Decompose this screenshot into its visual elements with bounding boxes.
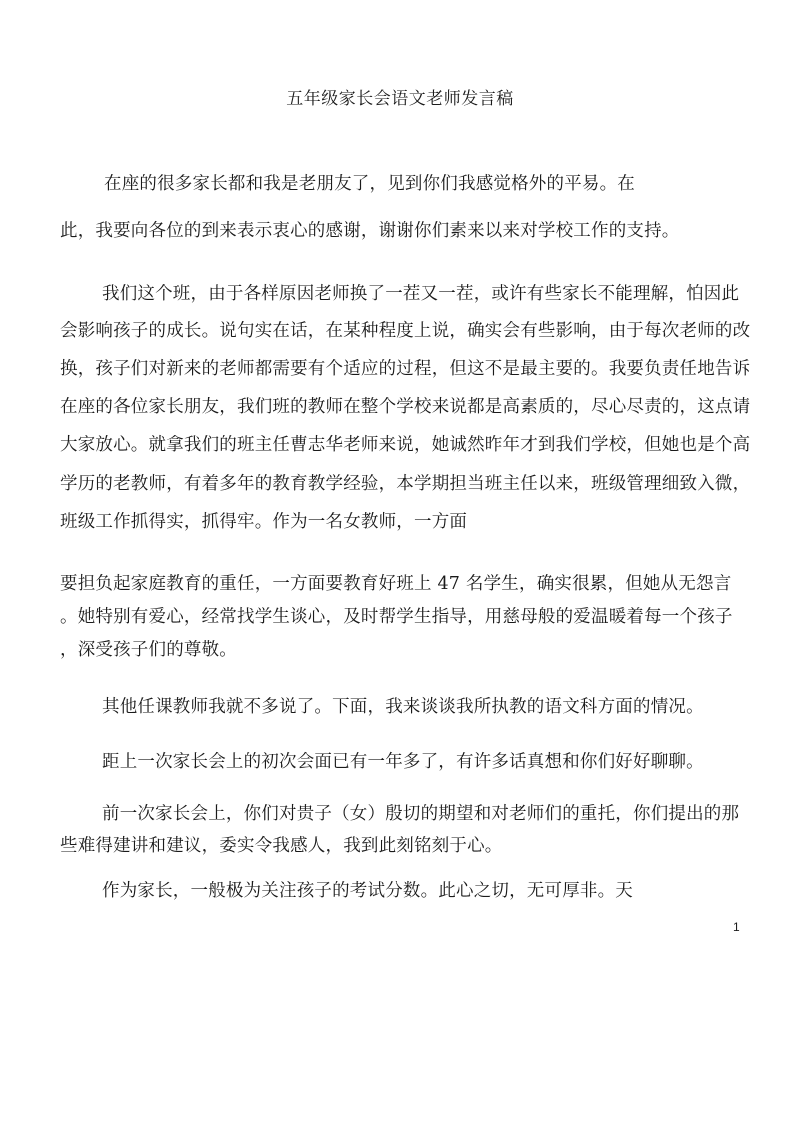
paragraph-line: 。她特别有爱心，经常找学生谈心，及时帮学生指导，用慈母般的爱温暖着每一个孩子 — [60, 607, 733, 627]
paragraph-line: 此，我要向各位的到来表示衷心的感谢，谢谢你们素来以来对学校工作的支持。 — [60, 221, 680, 241]
paragraph-line: 班级工作抓得实，抓得牢。作为一名女教师，一方面 — [60, 512, 468, 532]
paragraph-line: 在座的各位家长朋友，我们班的教师在整个学校来说都是高素质的，尽心尽责的，这点请 — [60, 397, 751, 417]
paragraph-line: 距上一次家长会上的初次会面已有一年多了，有许多话真想和你们好好聊聊。 — [102, 752, 704, 772]
paragraph-line: 作为家长，一般极为关注孩子的考试分数。此心之切，无可厚非。天 — [102, 881, 633, 901]
paragraph-line: 其他任课教师我就不多说了。下面，我来谈谈我所执教的语文科方面的情况。 — [102, 697, 704, 717]
paragraph-line: 些难得建讲和建议，委实令我感人，我到此刻铭刻于心。 — [60, 836, 503, 856]
document-title: 五年级家长会语文老师发言稿 — [286, 89, 514, 109]
paragraph-line: 会影响孩子的成长。说句实在话，在某种程度上说，确实会有些影响，由于每次老师的改 — [60, 321, 751, 341]
page-number: 1 — [733, 920, 740, 934]
paragraph-line: ，深受孩子们的尊敬。 — [60, 640, 237, 660]
paragraph-line: 我们这个班，由于各样原因老师换了一茬又一茬，或许有些家长不能理解，怕因此 — [102, 284, 740, 304]
paragraph-line: 在座的很多家长都和我是老朋友了，见到你们我感觉格外的平易。在 — [104, 174, 635, 194]
paragraph-line: 学历的老教师，有着多年的教育教学经验，本学期担当班主任以来，班级管理细致入微， — [60, 474, 751, 494]
paragraph-line: 要担负起家庭教育的重任，一方面要教育好班上 47 名学生，确实很累，但她从无怨言 — [60, 574, 732, 594]
paragraph-line: 前一次家长会上，你们对贵子（女）殷切的期望和对老师们的重托，你们提出的那 — [102, 804, 740, 824]
paragraph-line: 换，孩子们对新来的老师都需要有个适应的过程，但这不是最主要的。我要负责任地告诉 — [60, 359, 751, 379]
paragraph-line: 大家放心。就拿我们的班主任曹志华老师来说，她诚然昨年才到我们学校，但她也是个高 — [60, 435, 751, 455]
